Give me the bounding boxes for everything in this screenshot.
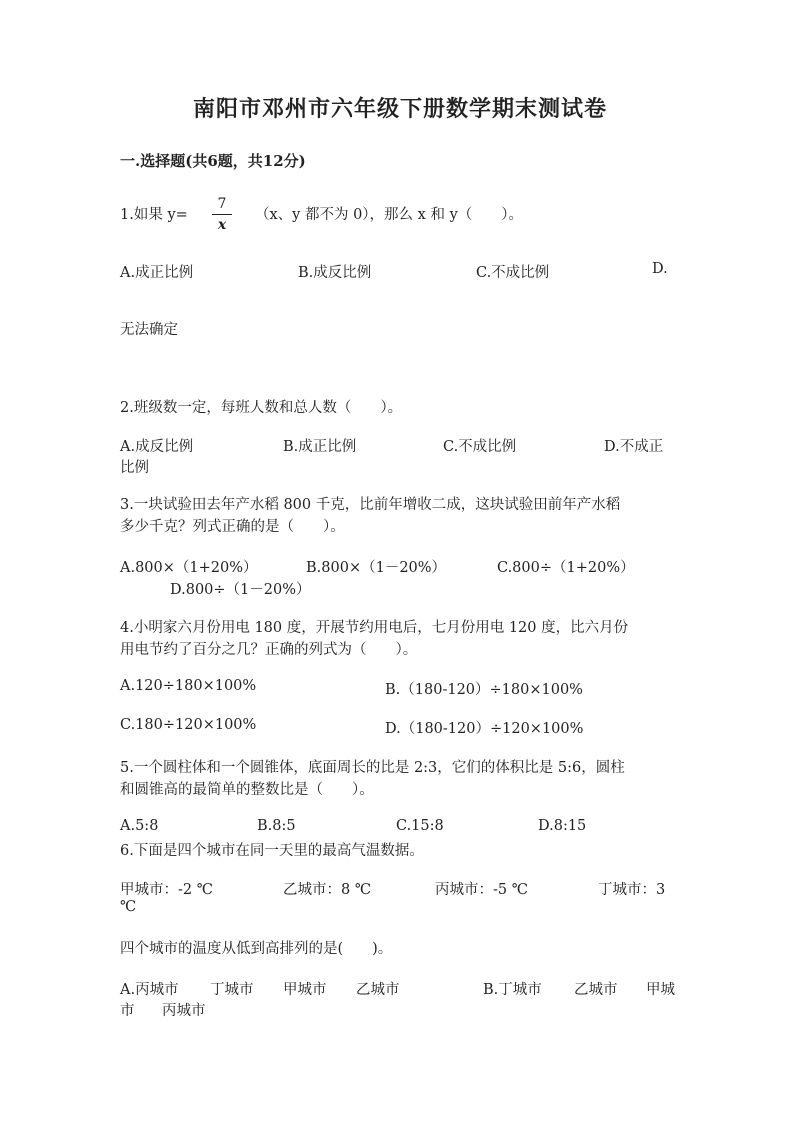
question-2-option-d-wrap: 比例 [120, 460, 149, 476]
fraction-7-over-x [212, 195, 232, 234]
question-1-option-c[interactable]: C.不成比例 [476, 265, 550, 281]
question-1-option-b[interactable]: B.成反比例 [298, 265, 372, 281]
question-1-option-a[interactable]: A.成正比例 [120, 265, 194, 281]
question-4-stem-line-2: 用电节约了百分之几？正确的列式为（ ）。 [120, 642, 418, 658]
city-temperature-ding: 丁城市：3 [598, 882, 666, 898]
question-1-prefix: 1.如果 y= [120, 207, 188, 223]
question-2-option-c[interactable]: C.不成比例 [443, 439, 517, 455]
question-2-option-d[interactable]: D.不成正 [604, 439, 664, 455]
page-title: 南阳市邓州市六年级下册数学期末测试卷 [192, 96, 607, 122]
question-6-question: 四个城市的温度从低到高排列的是( )。 [120, 941, 393, 957]
question-5-option-b[interactable]: B.8:5 [257, 818, 296, 834]
question-4-option-c[interactable]: C.180÷120×100% [120, 717, 257, 733]
city-temperature-ding-wrap: ℃ [120, 899, 137, 915]
option-a-city-3: 甲城市 [283, 982, 327, 998]
city-temperature-bing: 丙城市：-5 ℃ [435, 882, 528, 898]
question-5-option-a[interactable]: A.5:8 [120, 818, 159, 834]
question-1-suffix: （x、y 都不为 0），那么 x 和 y（ ）。 [255, 207, 524, 223]
option-b-city-2: 乙城市 [574, 982, 618, 998]
question-2-stem: 2.班级数一定，每班人数和总人数（ ）。 [120, 400, 403, 416]
option-a-city-4: 乙城市 [356, 982, 400, 998]
question-5-option-d[interactable]: D.8:15 [538, 818, 587, 834]
question-1-option-d-wrap: 无法确定 [120, 322, 178, 338]
question-3-option-d[interactable]: D.800÷（1－20%） [170, 582, 311, 598]
question-3-option-a[interactable]: A.800×（1+20%） [120, 560, 258, 576]
question-3-option-b[interactable]: B.800×（1－20%） [306, 560, 447, 576]
fraction-bar [212, 214, 232, 215]
option-a-city-1: A.丙城市 [120, 982, 179, 998]
section-heading: 一.选择题(共6题，共12分) [120, 152, 306, 170]
question-4-stem-line-1: 4.小明家六月份用电 180 度，开展节约用电后，七月份用电 120 度，比六月份 [120, 620, 629, 636]
question-5-stem-line-2: 和圆锥高的最简单的整数比是（ ）。 [120, 782, 374, 798]
fraction-denominator: x [217, 217, 227, 233]
question-3-stem-line-2: 多少千克？列式正确的是（ ）。 [120, 519, 345, 535]
option-b-city-4: 丙城市 [162, 1003, 206, 1019]
city-temperature-jia: 甲城市：-2 ℃ [120, 882, 213, 898]
question-5-stem-line-1: 5.一个圆柱体和一个圆锥体，底面周长的比是 2:3，它们的体积比是 5:6，圆柱 [120, 760, 625, 776]
question-4-option-a[interactable]: A.120÷180×100% [120, 678, 257, 694]
question-2-option-a[interactable]: A.成反比例 [120, 439, 194, 455]
question-4-option-b[interactable]: B.（180-120）÷180×100% [385, 682, 583, 698]
option-a-city-2: 丁城市 [210, 982, 254, 998]
option-b-city-1: B.丁城市 [483, 982, 542, 998]
question-6-stem: 6.下面是四个城市在同一天里的最高气温数据。 [120, 843, 424, 859]
fraction-numerator: 7 [217, 196, 227, 212]
city-temperature-yi: 乙城市：8 ℃ [283, 882, 372, 898]
option-b-city-3-wrap: 市 [120, 1003, 135, 1019]
question-1-option-d[interactable]: D. [652, 261, 668, 277]
option-b-city-3: 甲城 [646, 982, 675, 998]
question-4-option-d[interactable]: D.（180-120）÷120×100% [385, 721, 584, 737]
question-2-option-b[interactable]: B.成正比例 [283, 439, 357, 455]
question-3-option-c[interactable]: C.800÷（1+20%） [497, 560, 635, 576]
question-3-stem-line-1: 3.一块试验田去年产水稻 800 千克，比前年增收二成，这块试验田前年产水稻 [120, 497, 621, 513]
question-5-option-c[interactable]: C.15:8 [396, 818, 444, 834]
